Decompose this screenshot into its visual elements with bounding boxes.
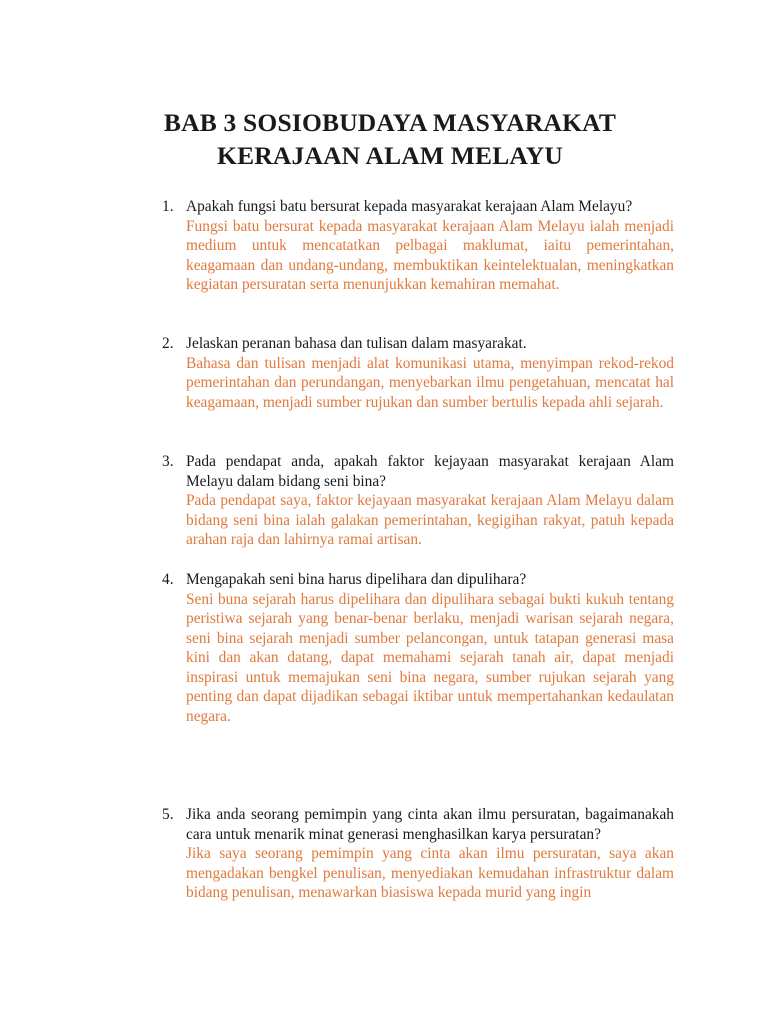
answer-text: Fungsi batu bersurat kepada masyarakat kerajaan Alam Melayu ialah menjadi medium untuk mencatatkan pelbagai maklumat, iaitu pemerintahan, keagamaan dan undang-undang, membuktikan keintelektualan, meningkatkan kegiatan persuratan serta menunjukkan kemahiran memahat. [186,217,674,293]
answer-text: Bahasa dan tulisan menjadi alat komunikasi utama, menyimpan rekod-rekod pemerintahan dan perundangan, menyebarkan ilmu pengetahuan, mencatat hal keagamaan, menjadi sumber rujukan dan sumber bertulis kepada ahli sejarah. [186,354,674,411]
question-text: Mengapakah seni bina harus dipelihara dan dipulihara? [186,571,527,588]
qa-number: 3. [162,453,174,470]
qa-number: 1. [162,198,174,215]
qa-item-4 [160,570,674,726]
qa-item-5 [160,805,674,903]
answer-text: Pada pendapat saya, faktor kejayaan masyarakat kerajaan Alam Melayu dalam bidang seni bina ialah galakan pemerintahan, kegigihan rakyat, patuh kepada arahan raja dan lahirnya ramai artisan. [186,492,674,548]
document-title-line-2: KERAJAAN ALAM MELAYU [217,141,563,170]
answer-text: Jika saya seorang pemimpin yang cinta akan ilmu persuratan, saya akan mengadakan bengkel penulisan, menyediakan kemudahan infrastruktur dalam bidang penulisan, menawarkan biasiswa kepada murid yang ingin [186,845,674,901]
qa-number: 2. [162,335,174,352]
question-text: Apakah fungsi batu bersurat kepada masyarakat kerajaan Alam Melayu? [186,198,633,215]
qa-item-2 [160,334,674,412]
qa-number: 4. [162,571,174,588]
question-text: Jelaskan peranan bahasa dan tulisan dalam masyarakat. [186,335,527,352]
answer-text: Seni buna sejarah harus dipelihara dan dipulihara sebagai bukti kukuh tentang peristiwa sejarah yang benar-benar berlaku, menjadi warisan sejarah negara, seni bina sejarah menjadi sumber pelancongan, untuk tatapan generasi masa kini dan akan datang, dapat memahami sejarah tanah air, dapat menjadi inspirasi untuk memajukan seni bina negara, sumber rujukan sejarah yang penting dan dapat dijadikan sebagai iktibar untuk mempertahankan kedaulatan negara. [186,590,674,725]
question-text: Pada pendapat anda, apakah faktor kejayaan masyarakat kerajaan Alam Melayu dalam bidang seni bina? [186,453,674,490]
qa-item-1 [160,197,674,295]
question-text: Jika anda seorang pemimpin yang cinta akan ilmu persuratan, bagaimanakah cara untuk menarik minat generasi menghasilkan karya persuratan? [186,806,674,843]
qa-item-3 [160,452,674,550]
qa-number: 5. [162,806,174,823]
document-title-line-1: BAB 3 SOSIOBUDAYA MASYARAKAT [163,108,617,137]
